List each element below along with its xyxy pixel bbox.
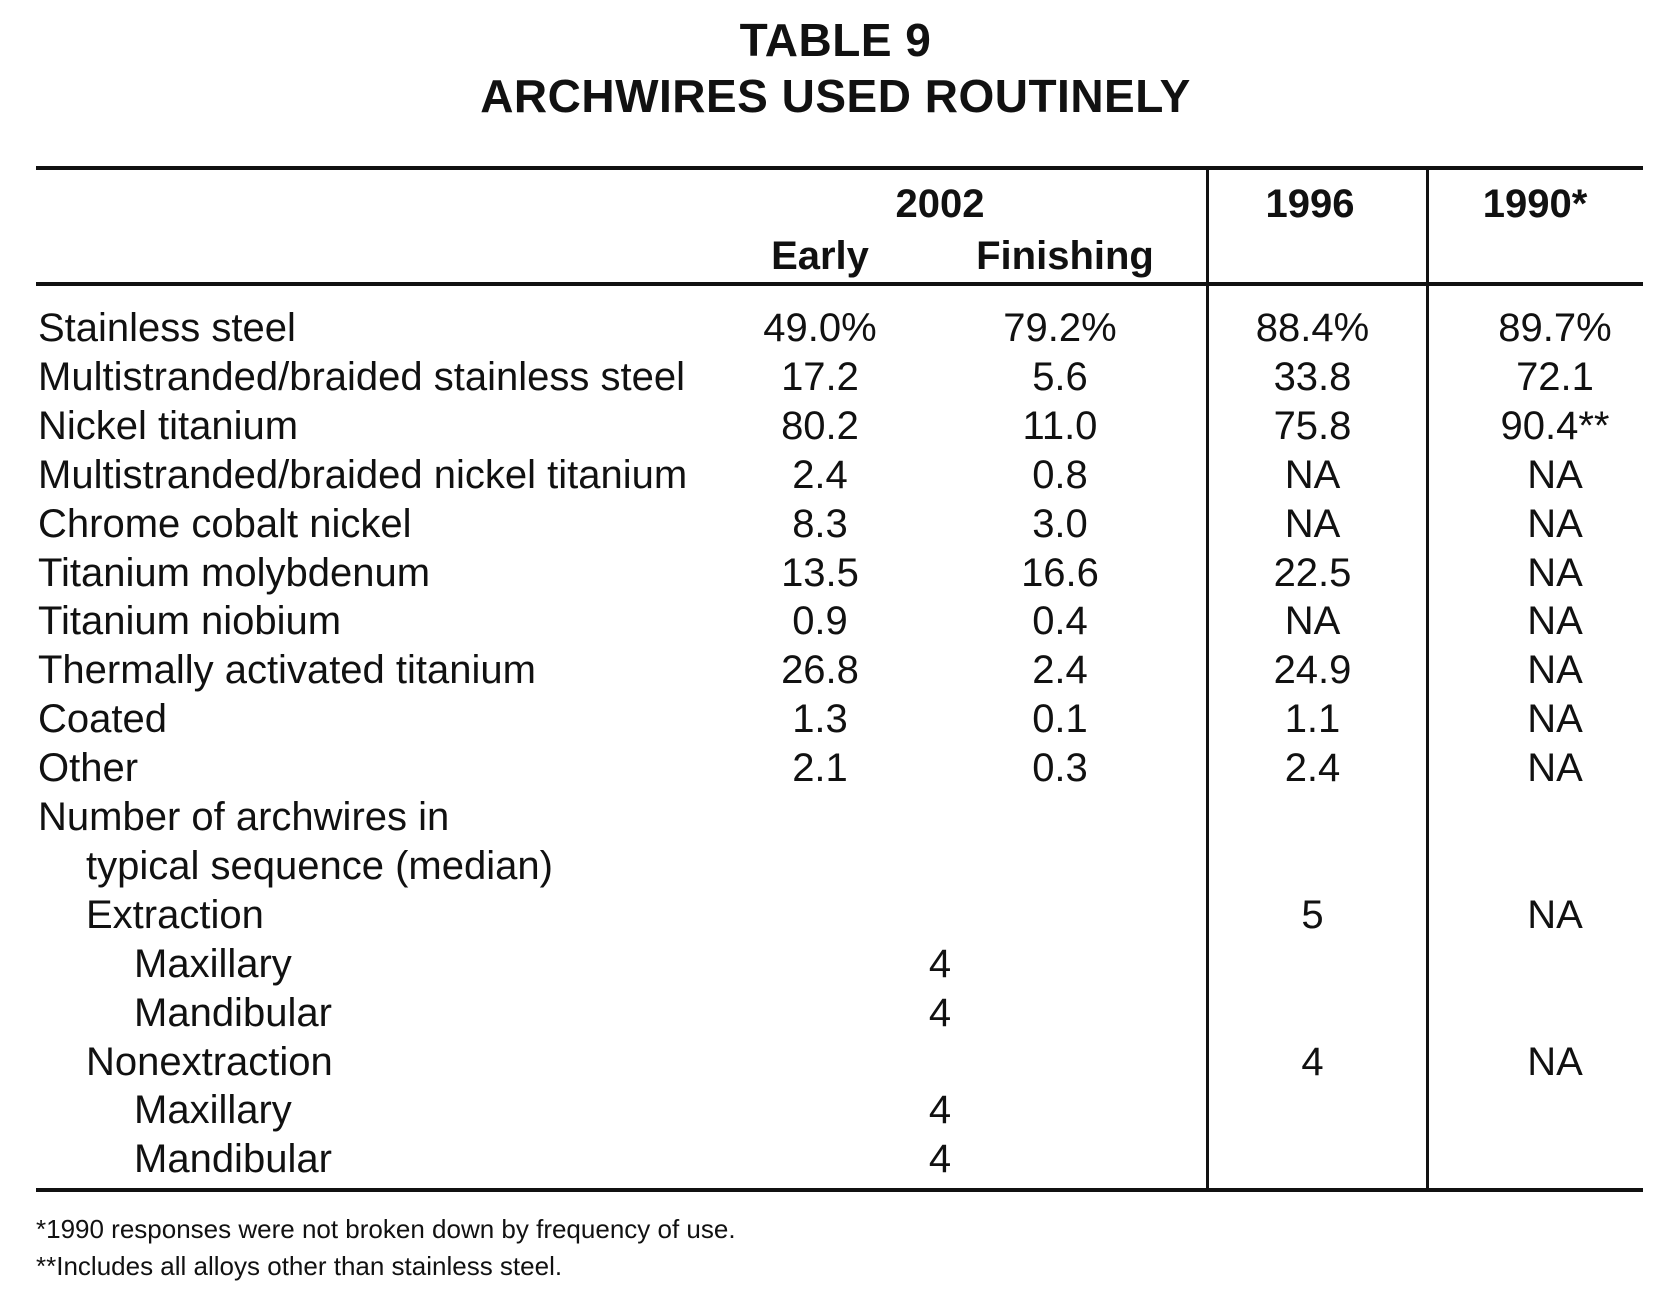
cell-y1996: 5	[1301, 893, 1324, 937]
cell-y1996: 33.8	[1273, 355, 1352, 399]
top-rule	[36, 166, 1643, 170]
row-label: Nonextraction	[86, 1040, 333, 1084]
cell-y1996: NA	[1284, 453, 1341, 497]
row-label: Mandibular	[134, 1137, 332, 1181]
cell-y1990: NA	[1527, 746, 1583, 790]
column-divider-1990	[1426, 166, 1429, 1192]
row-label: Titanium niobium	[38, 599, 342, 643]
cell-combined2002: 4	[928, 991, 952, 1035]
row-label: Coated	[38, 697, 167, 741]
cell-y1996: NA	[1284, 599, 1341, 643]
cell-early: 0.9	[792, 599, 848, 643]
cell-y1996: 24.9	[1273, 648, 1352, 692]
cell-y1990: NA	[1527, 599, 1583, 643]
cell-y1996: 22.5	[1273, 551, 1352, 595]
cell-y1990: NA	[1527, 893, 1583, 937]
cell-y1996: 4	[1301, 1040, 1324, 1084]
row-label: Multistranded/braided nickel titanium	[38, 453, 688, 497]
row-label: Chrome cobalt nickel	[38, 502, 412, 546]
cell-finishing: 5.6	[1032, 355, 1088, 399]
row-label: Number of archwires in	[38, 795, 450, 839]
cell-finishing: 16.6	[1021, 551, 1099, 595]
cell-y1996: 88.4%	[1255, 306, 1370, 350]
row-label: Maxillary	[134, 942, 292, 986]
cell-y1990: NA	[1527, 453, 1583, 497]
cell-y1996: 2.4	[1284, 746, 1341, 790]
cell-finishing: 79.2%	[1003, 306, 1117, 350]
cell-y1990: NA	[1527, 697, 1583, 741]
cell-early: 80.2	[781, 404, 859, 448]
cell-finishing: 3.0	[1032, 502, 1088, 546]
row-label: Multistranded/braided stainless steel	[38, 355, 686, 399]
cell-early: 13.5	[781, 551, 859, 595]
cell-early: 2.1	[792, 746, 848, 790]
cell-finishing: 0.3	[1032, 746, 1088, 790]
cell-finishing: 0.1	[1032, 697, 1088, 741]
footnote-1990: *1990 responses were not broken down by frequency of use.	[36, 1214, 736, 1244]
cell-early: 17.2	[781, 355, 859, 399]
row-label: Maxillary	[134, 1088, 292, 1132]
cell-y1996: 1.1	[1284, 697, 1341, 741]
header-1996: 1996	[1265, 182, 1355, 226]
cell-finishing: 11.0	[1022, 404, 1098, 448]
cell-early: 26.8	[781, 648, 859, 692]
cell-early: 8.3	[792, 502, 848, 546]
cell-finishing: 0.4	[1032, 599, 1088, 643]
header-rule	[36, 282, 1643, 286]
cell-early: 2.4	[792, 453, 848, 497]
cell-early: 49.0%	[763, 306, 877, 350]
cell-early: 1.3	[792, 697, 848, 741]
row-label: Other	[38, 746, 139, 790]
row-label: typical sequence (median)	[86, 844, 553, 888]
cell-combined2002: 4	[928, 1088, 952, 1132]
cell-y1990: 72.1	[1516, 355, 1594, 399]
header-finishing: Finishing	[976, 234, 1154, 278]
row-label: Nickel titanium	[38, 404, 299, 448]
cell-y1996: NA	[1284, 502, 1341, 546]
header-1990: 1990*	[1482, 182, 1588, 226]
cell-y1996: 75.8	[1273, 404, 1352, 448]
cell-combined2002: 4	[928, 1137, 952, 1181]
cell-y1990: NA	[1527, 648, 1583, 692]
row-label: Titanium molybdenum	[38, 551, 431, 595]
cell-y1990: 89.7%	[1498, 306, 1612, 350]
header-early: Early	[771, 234, 869, 278]
cell-y1990: NA	[1527, 551, 1583, 595]
table-title-line1: TABLE 9	[739, 14, 932, 66]
cell-combined2002: 4	[928, 942, 952, 986]
row-label: Thermally activated titanium	[38, 648, 536, 692]
cell-finishing: 0.8	[1032, 453, 1088, 497]
bottom-rule	[36, 1188, 1643, 1192]
row-label: Stainless steel	[38, 306, 296, 350]
cell-y1990: NA	[1527, 1040, 1583, 1084]
column-divider-1996	[1206, 166, 1209, 1192]
cell-y1990: NA	[1527, 502, 1583, 546]
footnote-alloys: **Includes all alloys other than stainless steel.	[36, 1251, 563, 1281]
cell-y1990: 90.4**	[1500, 404, 1610, 448]
cell-finishing: 2.4	[1032, 648, 1088, 692]
row-label: Extraction	[86, 893, 264, 937]
header-2002: 2002	[895, 182, 985, 226]
table-title-line2: ARCHWIRES USED ROUTINELY	[480, 70, 1191, 122]
row-label: Mandibular	[134, 991, 332, 1035]
